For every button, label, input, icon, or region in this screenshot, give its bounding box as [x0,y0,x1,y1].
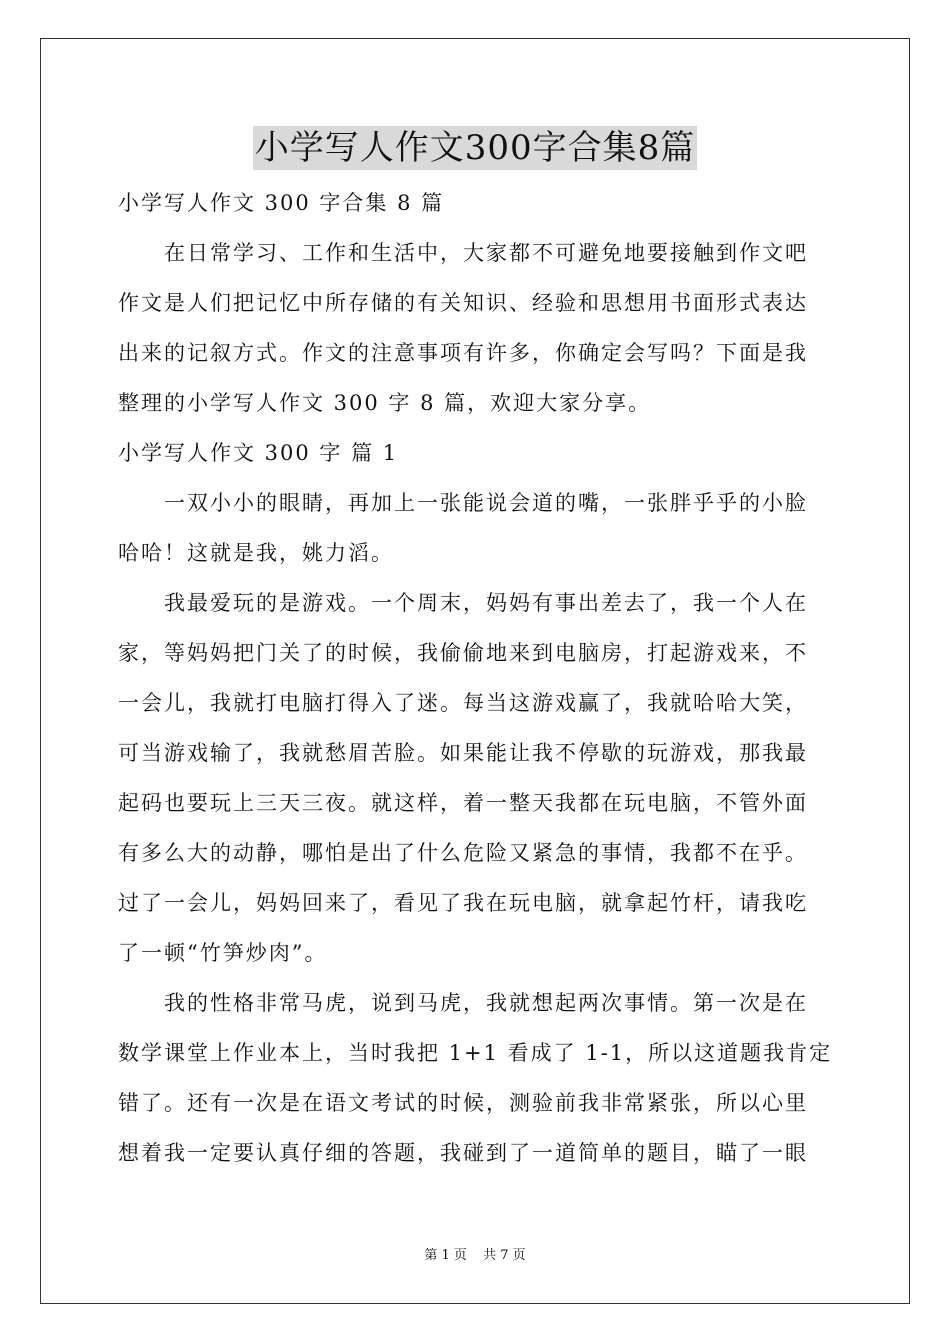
text-line: 我的性格非常马虎，说到马虎，我就想起两次事情。第一次是在 [164,991,808,1015]
text-line: 我最爱玩的是游戏。一个周末，妈妈有事出差去了，我一个人在 [164,591,808,615]
text-line: 过了一会儿，妈妈回来了，看见了我在玩电脑，就拿起竹杆，请我吃 [118,891,808,915]
text-line: 起码也要玩上三天三夜。就这样，着一整天我都在玩电脑，不管外面 [118,791,808,815]
document-title [0,126,950,170]
text-line: 了一顿“竹笋炒肉”。 [118,941,328,965]
text-line: 出来的记叙方式。作文的注意事项有许多，你确定会写吗？下面是我 [118,341,808,365]
text-line: 小学写人作文 300 字合集 8 篇 [118,191,445,215]
page-number: 第 1 页 [424,1248,467,1263]
page-footer [0,1247,950,1265]
text-line: 一会儿，我就打电脑打得入了迷。每当这游戏赢了，我就哈哈大笑， [118,691,808,715]
text-line: 整理的小学写人作文 300 字 8 篇，欢迎大家分享。 [118,391,652,415]
page-total: 共 7 页 [483,1248,526,1263]
text-line: 想着我一定要认真仔细的答题，我碰到了一道简单的题目，瞄了一眼 [118,1141,808,1165]
text-line: 家，等妈妈把门关了的时候，我偷偷地来到电脑房，打起游戏来，不 [118,641,808,665]
text-line: 可当游戏输了，我就愁眉苦脸。如果能让我不停歇的玩游戏，那我最 [118,741,808,765]
text-line: 哈哈！这就是我，姚力滔。 [118,541,394,565]
document-title-text: 小学写人作文300字合集8篇 [254,128,696,168]
text-line: 作文是人们把记忆中所存储的有关知识、经验和思想用书面形式表达 [118,291,808,315]
text-line: 有多么大的动静，哪怕是出了什么危险又紧急的事情，我都不在乎。 [118,841,808,865]
text-line: 小学写人作文 300 字 篇 1 [118,441,399,465]
text-line: 在日常学习、工作和生活中，大家都不可避免地要接触到作文吧 [164,241,808,265]
text-line: 错了。还有一次是在语文考试的时候，测验前我非常紧张，所以心里 [118,1091,808,1115]
document-body [118,178,838,1178]
text-line: 数学课堂上作业本上，当时我把 1+1 看成了 1-1，所以这道题我肯定 [118,1041,833,1065]
text-line: 一双小小的眼睛，再加上一张能说会道的嘴，一张胖乎乎的小脸 [164,491,808,515]
